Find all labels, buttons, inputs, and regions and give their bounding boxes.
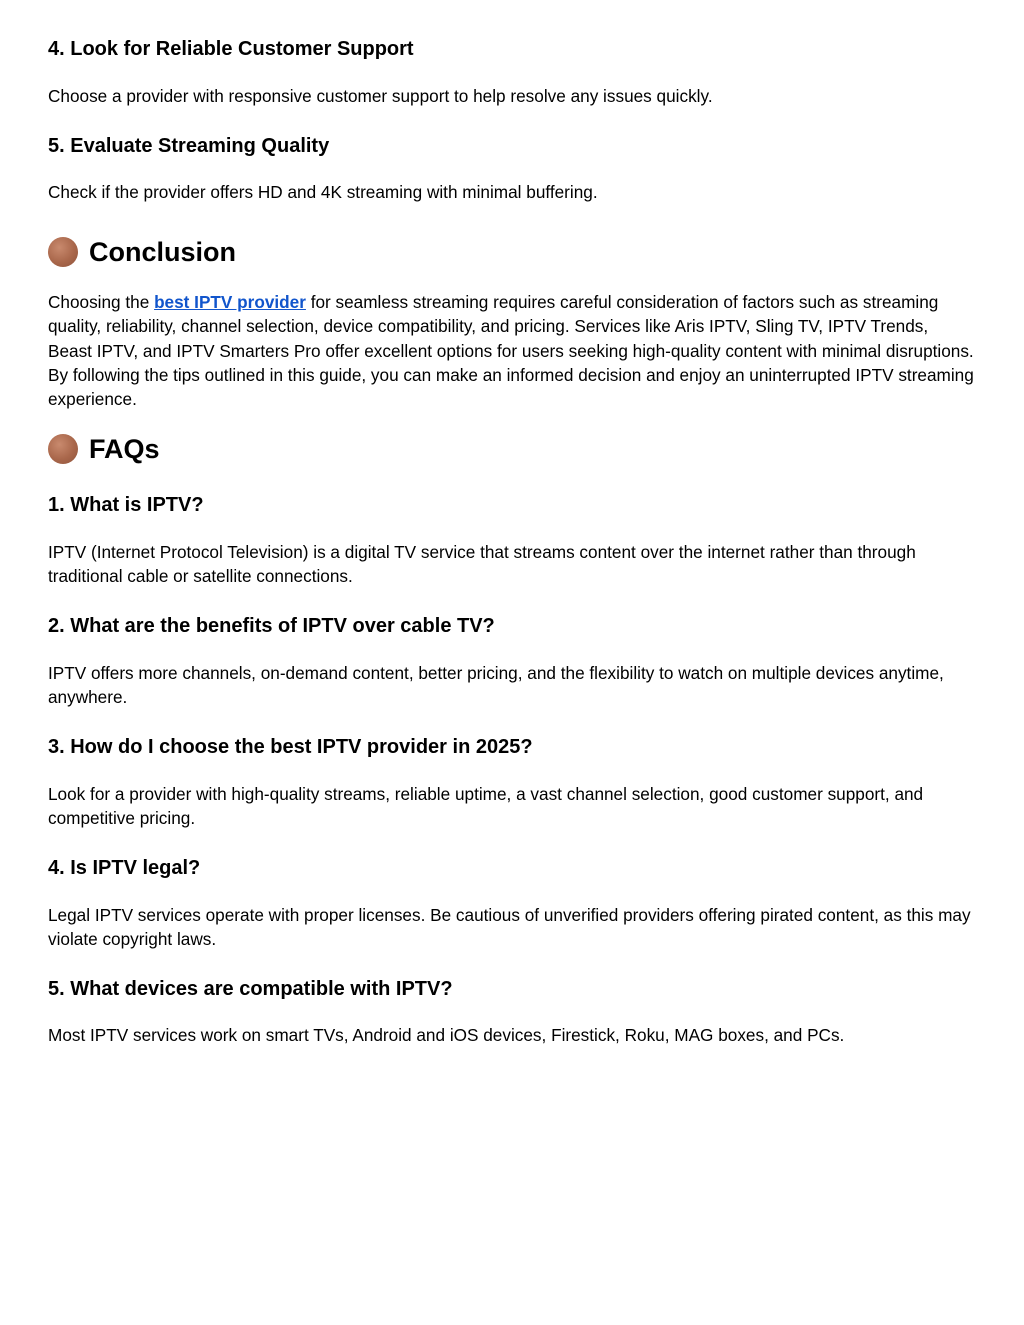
tip-heading: 5. Evaluate Streaming Quality	[48, 135, 330, 157]
tip-text: Check if the provider offers HD and 4K streaming with minimal buffering.	[48, 182, 598, 202]
faq-answer: Most IPTV services work on smart TVs, Android and iOS devices, Firestick, Roku, MAG boxes, and PCs.	[48, 1025, 845, 1045]
faqs-heading	[48, 433, 976, 465]
brown-circle-icon	[48, 434, 78, 464]
faq-question: 2. What are the benefits of IPTV over cable TV?	[48, 615, 495, 637]
conclusion-heading-text: Conclusion	[89, 237, 236, 267]
faq-answer: Look for a provider with high-quality streams, reliable uptime, a vast channel selection, good customer support, and competitive pricing.	[48, 784, 924, 829]
faqs-heading-text: FAQs	[89, 434, 160, 464]
conclusion-paragraph	[48, 290, 976, 411]
faq-question: 5. What devices are compatible with IPTV?	[48, 978, 453, 1000]
conclusion-text-after: for seamless streaming requires careful consideration of factors such as streaming quality, reliability, channel selection, device compatibility, and pricing. Services like Aris IPTV, Sling TV, IPTV Trends, Beast IPTV, and IPTV Smarters Pro offer excellent options for users seeking high-quality content with minimal disruptions. By following the tips outlined in this guide, you can make an informed decision and enjoy an uninterrupted IPTV streaming experience.	[48, 292, 974, 410]
faq-question: 4. Is IPTV legal?	[48, 857, 201, 879]
brown-circle-icon	[48, 237, 78, 267]
conclusion-text-before: Choosing the	[48, 292, 155, 312]
conclusion-heading	[48, 236, 976, 268]
faq-answer: IPTV offers more channels, on-demand content, better pricing, and the flexibility to watch on multiple devices anytime, anywhere.	[48, 663, 944, 708]
tip-text: Choose a provider with responsive customer support to help resolve any issues quickly.	[48, 86, 713, 106]
tip-heading: 4. Look for Reliable Customer Support	[48, 38, 414, 60]
faq-question: 3. How do I choose the best IPTV provider in 2025?	[48, 736, 533, 758]
faq-answer: IPTV (Internet Protocol Television) is a digital TV service that streams content over the internet rather than through traditional cable or satellite connections.	[48, 542, 916, 587]
best-iptv-provider-link[interactable]: best IPTV provider	[154, 292, 306, 312]
faq-answer: Legal IPTV services operate with proper licenses. Be cautious of unverified providers offering pirated content, as this may violate copyright laws.	[48, 905, 971, 950]
faq-question: 1. What is IPTV?	[48, 494, 204, 516]
